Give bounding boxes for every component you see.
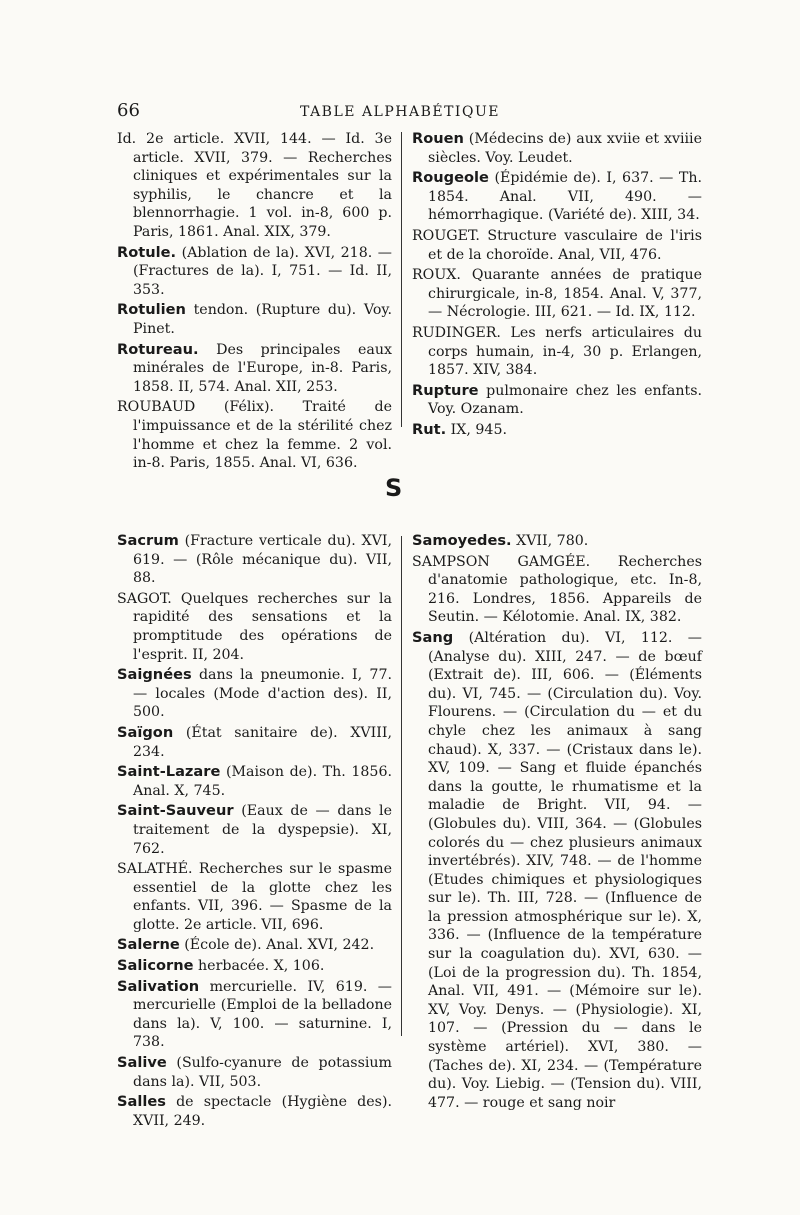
entry-text: (Altération du). VI, 112. — (Analyse du). XIII, 247. — de bœuf (Extrait de). III, 606. — (Éléments du). VI, 745. — (Circulation du). Voy. Flourens. — (Circulation du — et du chyle chez les animaux à sang chaud). X, 337. — (Cristaux dans le). XV, 109. — Sang et fluide épanchés dans la goutte, le rhumatisme et la maladie de Bright. VII, 94. — (Globules du). VIII, 364. — (Globules colorés du — chez plusieurs animaux invertébrés). XIV, 748. — de l'homme (Etudes chimiques et physiologiques sur le). Th. III, 728. — (Influence de la pression atmosphérique sur le). X, 336. — (Influence de la température sur la coagulation du). XVI, 630. — (Loi de la progression du). Th. 1854, Anal. VII, 491. — (Mémoire sur le). XV, Voy. Denys. — (Physiologie). XI, 107. — (Pression du — dans le système artériel). XVI, 380. — (Taches de). XI, 234. — (Température du). Voy. Liebig. — (Tension du). VIII, 477. — rouge et sang noir [428,629,702,1111]
entry-headword: Saint-Lazare [117,763,221,781]
entry-headword: Saïgon [117,723,174,741]
index-entry [412,532,702,551]
entry-text: (Maison de). Th. 1856. Anal. X, 745. [133,764,392,799]
entry-text: herbacée. X, 106. [193,958,325,975]
index-entry [117,763,392,800]
index-entry [117,130,392,242]
entry-text: RUDINGER. Les nerfs articulaires du corps humain, in-4, 30 p. Erlangen, 1857. XIV, 384. [412,324,702,379]
entry-text: ROUX. Quarante années de pratique chirurgicale, in-8, 1854. Anal. V, 377, — Nécrologie. III, 621. — Id. IX, 112. [412,267,702,321]
entry-text: (Médecins de) aux xviie et xviiie siècles. Voy. Leudet. [428,131,702,166]
index-entry [412,266,702,322]
entry-text: ROUGET. Structure vasculaire de l'iris et de la choroïde. Anal, VII, 476. [412,227,702,263]
index-entry [117,341,392,397]
index-entry [117,244,392,300]
entry-headword: Salicorne [117,957,194,975]
entry-headword: Salive [117,1054,167,1072]
entry-text: de spectacle (Hygiène des). XVII, 249. [133,1094,392,1129]
index-entry [412,629,702,1112]
entry-text: (Eaux de — dans le traitement de la dyspepsie). XI, 762. [133,803,392,857]
index-entry [117,666,392,722]
index-entry [117,802,392,858]
entry-text: Id. 2e article. XVII, 144. — Id. 3e article. XVII, 379. — Recherches cliniques et expérimentales sur la syphilis, le chancre et la blennorrhagie. 1 vol. in-8, 600 p. Paris, 1861. Anal. XIX, 379. [117,131,392,240]
column-divider-bottom [401,536,402,1036]
entry-text: (Épidémie de). I, 637. — Th. 1854. Anal. VII, 490. — hémorrhagique. (Variété de). XIII, 34. [428,170,702,224]
index-entry [117,301,392,338]
index-entry [117,1093,392,1130]
entry-text: (Sulfo-cyanure de potassium dans la). VII, 503. [133,1055,392,1090]
entry-text: (Fracture verticale du). XVI, 619. — (Rôle mécanique du). VII, 88. [133,533,392,587]
index-entry [412,169,702,225]
entry-headword: Sacrum [117,532,179,549]
entries-top-right [412,130,702,442]
entry-headword: Saignées [117,666,192,684]
index-entry [412,227,702,264]
entry-text: (État sanitaire de). XVIII, 234. [133,724,392,760]
index-entry [412,421,702,440]
entry-headword: Sang [412,628,454,646]
entry-text: tendon. (Rupture du). Voy. Pinet. [133,302,392,337]
section-letter: S [385,474,403,502]
entry-text: XVII, 780. [511,533,589,549]
entry-text: (Ablation de la). XVI, 218. — (Fractures de la). I, 751. — Id. II, 353. [133,244,392,298]
entry-headword: Rotule. [117,243,177,261]
entry-text: mercurielle. IV, 619. — mercurielle (Emploi de la belladone dans la). V, 100. — saturnine. I, 738. [133,978,392,1051]
entry-text: SAGOT. Quelques recherches sur la rapidité des sensations et la promptitude des opérations de l'esprit. II, 204. [117,590,392,663]
entry-headword: Samoyedes. [412,532,512,549]
entry-headword: Rouen [412,130,464,147]
index-entry [117,398,392,472]
index-entry [117,978,392,1052]
entries-top-left [117,130,392,475]
index-entry [117,532,392,588]
index-entry [412,324,702,380]
entry-headword: Salles [117,1093,166,1111]
entry-text: Des principales eaux minérales de l'Europe, in-8. Paris, 1858. II, 574. Anal. XII, 253. [133,341,392,395]
index-entry [117,590,392,664]
index-entry [412,553,702,627]
index-entry [117,1054,392,1091]
entry-text: IX, 945. [446,421,507,438]
entry-headword: Salivation [117,977,200,995]
entry-headword: Rupture [412,381,479,399]
index-entry [412,130,702,167]
entry-headword: Salerne [117,936,180,954]
entry-text: (École de). Anal. XVI, 242. [179,937,375,954]
index-entry [117,724,392,761]
entry-headword: Rotureau. [117,340,199,358]
index-entry [117,936,392,955]
entry-headword: Rotulien [117,301,186,319]
index-entry [117,860,392,934]
running-title: TABLE ALPHABÉTIQUE [300,104,500,120]
entry-headword: Rut. [412,420,447,438]
entry-text: dans la pneumonie. I, 77. — locales (Mode d'action des). II, 500. [133,667,392,721]
entries-bottom-right [412,532,702,1114]
entry-headword: Rougeole [412,169,489,187]
entry-text: SALATHÉ. Recherches sur le spasme essentiel de la glotte chez les enfants. VII, 396. — Spasme de la glotte. 2e article. VII, 696. [117,861,392,933]
entry-text: ROUBAUD (Félix). Traité de l'impuissance et de la stérilité chez l'homme et chez la femme. 2 vol. in-8. Paris, 1855. Anal. VI, 636. [117,399,392,472]
entries-bottom-left [117,532,392,1132]
entry-text: SAMPSON GAMGÉE. Recherches d'anatomie pathologique, etc. In-8, 216. Londres, 1856. Appareils de Seutin. — Kélotomie. Anal. IX, 382. [412,553,702,626]
entry-text: pulmonaire chez les enfants. Voy. Ozanam. [428,382,702,418]
entry-headword: Saint-Sauveur [117,802,234,820]
index-entry [117,957,392,976]
page-number: 66 [117,100,140,121]
column-divider-top [401,132,402,427]
index-entry [412,382,702,419]
